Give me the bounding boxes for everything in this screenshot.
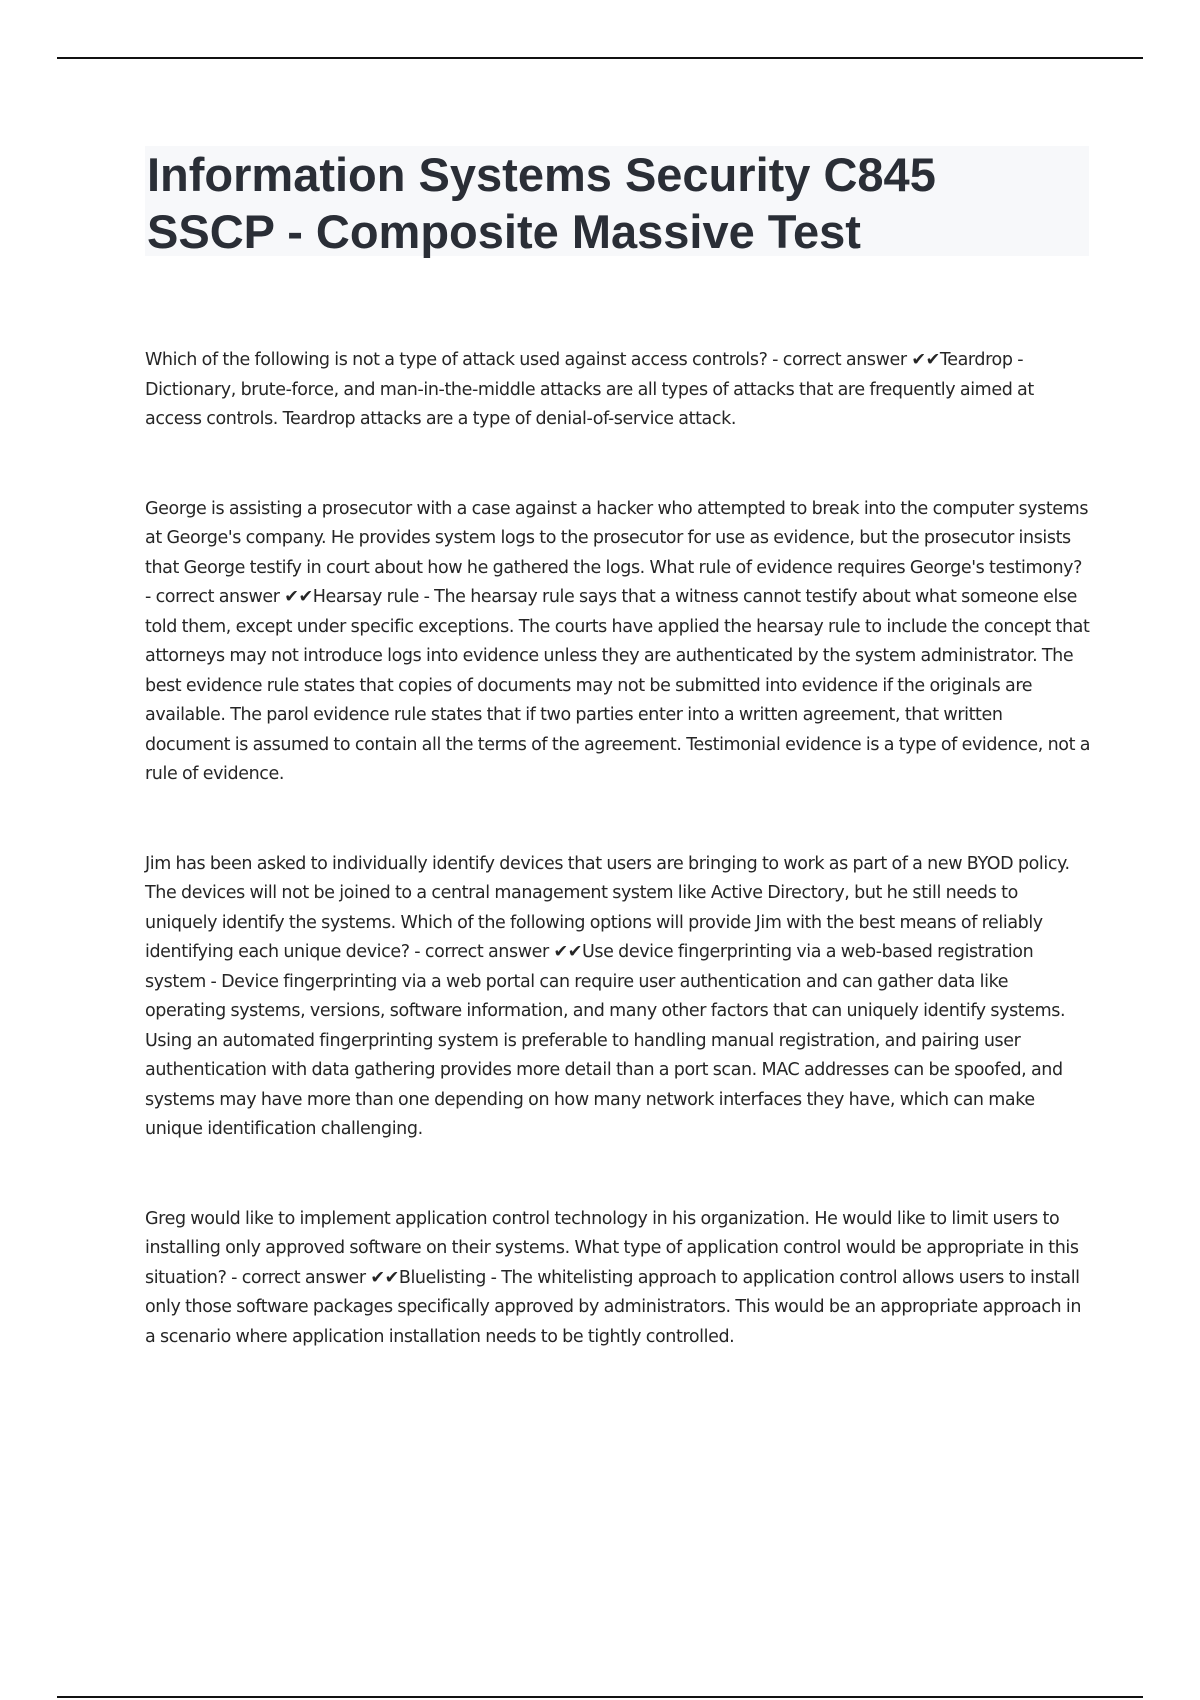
qa-item: [145, 1205, 1090, 1353]
qa-item: [145, 850, 1090, 1145]
checkmark-icon: ✔✔: [553, 942, 582, 962]
checkmark-icon: ✔✔: [911, 350, 940, 370]
title-block: [145, 146, 1089, 256]
qa-item: [145, 495, 1090, 790]
top-rule: [57, 57, 1143, 59]
answer-text: Use device fingerprinting via a web-based registration system - Device fingerprinting via a web portal can require user authentication and can gather data like operating systems, versions, software information, and many other factors that can uniquely identify systems. Using an automated fingerprinting system is preferable to handling manual registration, and pairing user authentication with data gathering provides more detail than a port scan. MAC addresses can be spoofed, and systems may have more than one depending on how many network interfaces they have, which can make unique identification challenging.: [145, 942, 1066, 1139]
answer-text: Bluelisting - The whitelisting approach to application control allows users to install only those software packages specifically approved by administrators. This would be an appropriate approach in a scenario where application installation needs to be tightly controlled.: [145, 1267, 1082, 1347]
qa-list: [145, 346, 1090, 1412]
answer-separator: - correct answer: [145, 587, 285, 607]
answer-separator: - correct answer: [226, 1267, 371, 1288]
checkmark-icon: ✔✔: [284, 587, 313, 607]
answer-text: Hearsay rule - The hearsay rule says that a witness cannot testify about what someone else told them, except under specific exceptions. The courts have applied the hearsay rule to include the concept that attorneys may not introduce logs into evidence unless they are authenticated by the system administrator. The best evidence rule states that copies of documents may not be submitted into evidence if the originals are available. The parol evidence rule states that if two parties enter into a written agreement, that written document is assumed to contain all the terms of the agreement. Testimonial evidence is a type of evidence, not a rule of evidence.: [145, 587, 1091, 784]
page-title: [147, 146, 1087, 260]
question-text: Greg would like to implement application control technology in his organization. He would like to limit users to installing only approved software on their systems. What type of application control would be appropriate in this situation?: [145, 1208, 1079, 1288]
answer-text: Teardrop - Dictionary, brute-force, and man-in-the-middle attacks are all types of attacks that are frequently aimed at access controls. Teardrop attacks are a type of denial-of-service attack.: [145, 350, 1034, 429]
title-line-1: Information Systems Security C845: [147, 148, 936, 201]
answer-separator: - correct answer: [767, 350, 912, 370]
question-text: Jim has been asked to individually identify devices that users are bringing to work as part of a new BYOD policy. The devices will not be joined to a central management system like Active Directory, but he still needs to uniquely identify the systems. Which of the following options will provide Jim with the best means of reliably identifying each unique device?: [145, 853, 1070, 962]
checkmark-icon: ✔✔: [370, 1267, 399, 1288]
qa-item: [145, 346, 1090, 435]
title-line-2: SSCP - Composite Massive Test: [147, 205, 861, 258]
question-text: George is assisting a prosecutor with a case against a hacker who attempted to break into the computer systems at George's company. He provides system logs to the prosecutor for use as evidence, but the prosecutor insists that George testify in court about how he gathered the logs. What rule of evidence requires George's testimony?: [145, 498, 1089, 578]
bottom-rule: [57, 1696, 1143, 1698]
answer-separator: - correct answer: [409, 942, 554, 962]
question-text: Which of the following is not a type of attack used against access controls?: [145, 350, 768, 370]
